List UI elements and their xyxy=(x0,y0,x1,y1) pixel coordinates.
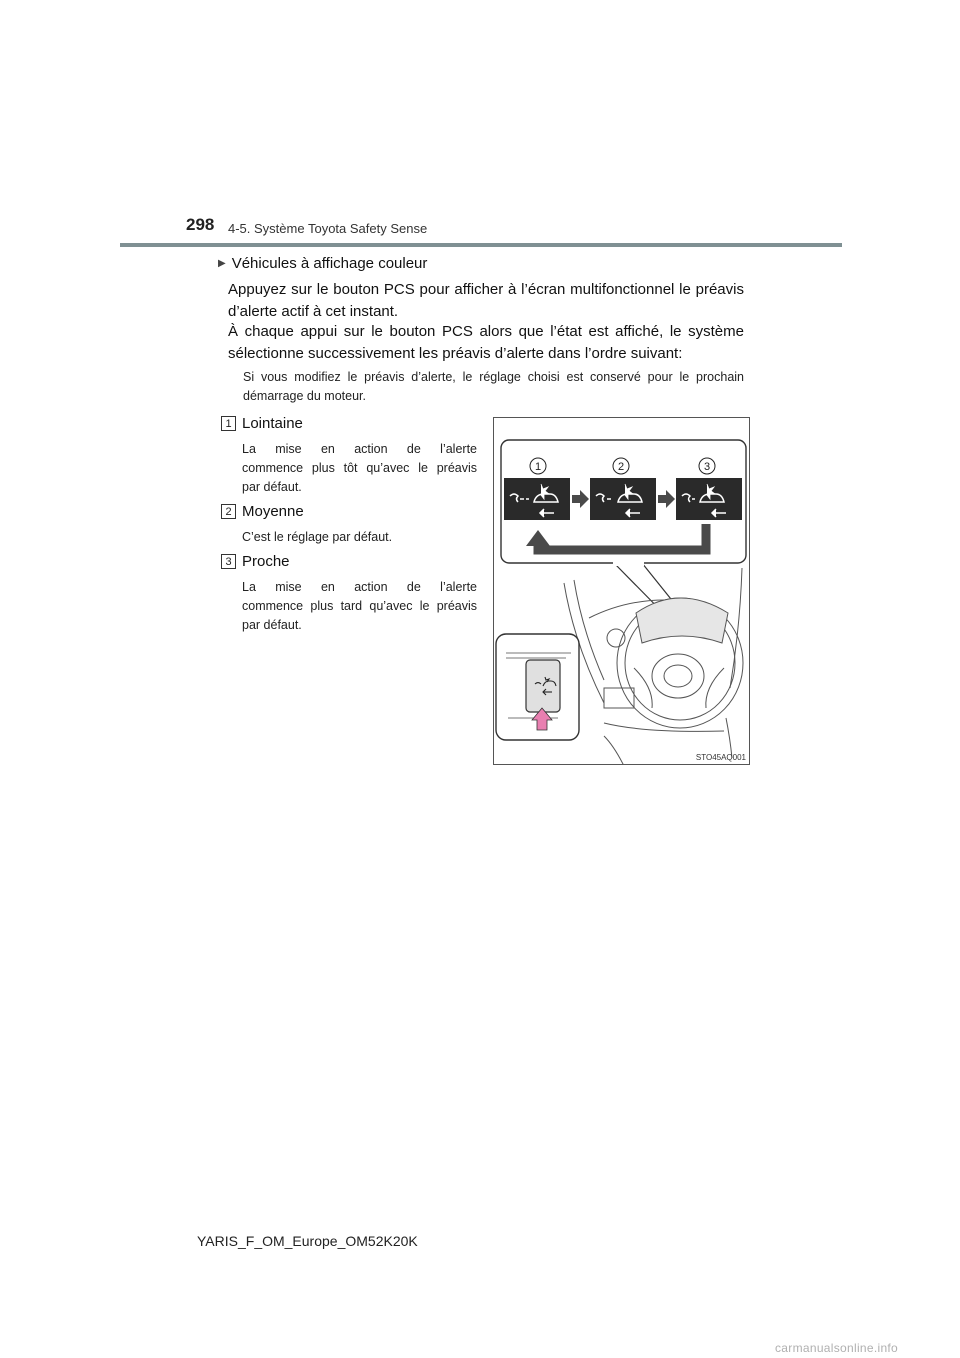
item-desc-line: par défaut. xyxy=(242,618,302,632)
header-rule xyxy=(120,243,842,247)
paragraph-line: Appuyez sur le bouton PCS pour afficher à l’écran multifonctionnel le préavis xyxy=(228,281,744,298)
svg-text:3: 3 xyxy=(703,461,711,473)
item-desc-line: commence plus tôt qu’avec le préavis xyxy=(242,461,477,475)
triangle-bullet-icon: ▶ xyxy=(218,258,226,269)
callout-number-1 xyxy=(530,458,546,474)
svg-text:2: 2 xyxy=(617,461,625,473)
dashboard-drawing xyxy=(564,568,743,765)
item-desc-line: La mise en action de l’alerte xyxy=(242,442,477,456)
item-desc-line: C’est le réglage par défaut. xyxy=(242,530,393,544)
section-title: 4-5. Système Toyota Safety Sense xyxy=(228,221,428,236)
warning-panel-medium xyxy=(590,478,656,520)
item-title-3: Proche xyxy=(242,553,290,570)
paragraph-line: sélectionne successivement les préavis d’alerte dans l’ordre suivant: xyxy=(228,345,683,362)
paragraph-line: d’alerte actif à cet instant. xyxy=(228,303,399,320)
watermark: carmanualsonline.info xyxy=(775,1341,899,1355)
warning-panel-far xyxy=(504,478,570,520)
document-id: YARIS_F_OM_Europe_OM52K20K xyxy=(197,1233,418,1249)
sub-heading-text: Véhicules à affichage couleur xyxy=(231,255,428,272)
warning-panel-near xyxy=(676,478,742,520)
page-number: 298 xyxy=(186,215,215,234)
item-desc-line: commence plus tard qu’avec le préavis xyxy=(242,599,477,613)
item-number-2: 2 xyxy=(221,504,236,519)
item-title-1: Lointaine xyxy=(242,415,303,432)
callout-number-2 xyxy=(613,458,629,474)
illustration-drawing xyxy=(494,418,750,765)
item-desc-line: par défaut. xyxy=(242,480,302,494)
sub-heading xyxy=(218,255,427,272)
item-number-3: 3 xyxy=(221,554,236,569)
callout-number-3 xyxy=(699,458,715,474)
item-number-1: 1 xyxy=(221,416,236,431)
note-line: Si vous modifiez le préavis d’alerte, le réglage choisi est conservé pour le prochain xyxy=(243,370,744,384)
svg-text:1: 1 xyxy=(534,461,542,473)
item-desc-line: La mise en action de l’alerte xyxy=(242,580,477,594)
pcs-illustration xyxy=(493,417,750,765)
item-title-2: Moyenne xyxy=(242,503,304,520)
note-line: démarrage du moteur. xyxy=(243,389,366,403)
pcs-button-zoom xyxy=(496,634,579,740)
figure-code: STO45AQ001 xyxy=(695,753,746,762)
paragraph-line: À chaque appui sur le bouton PCS alors que l’état est affiché, le système xyxy=(228,323,744,340)
